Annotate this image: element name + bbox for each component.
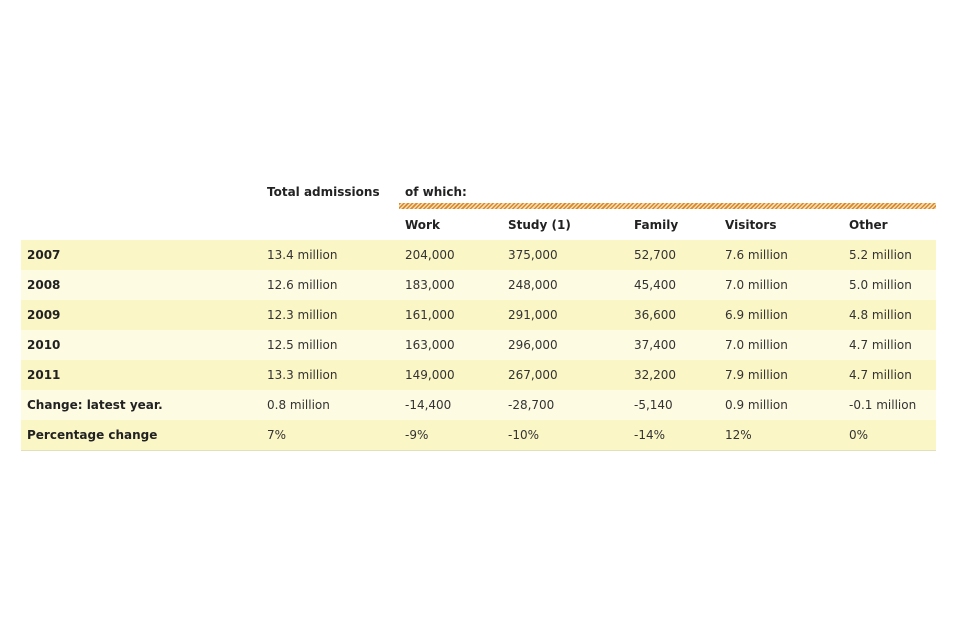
cell-study: 291,000 xyxy=(502,300,628,330)
cell-study: -28,700 xyxy=(502,390,628,420)
header-row-top xyxy=(21,178,936,208)
row-label: 2009 xyxy=(21,300,261,330)
cell-other: -0.1 million xyxy=(843,390,936,420)
cell-other: 5.0 million xyxy=(843,270,936,300)
cell-visitors: 7.9 million xyxy=(719,360,843,390)
cell-work: -9% xyxy=(399,420,502,451)
cell-other: 5.2 million xyxy=(843,240,936,270)
cell-visitors: 7.0 million xyxy=(719,330,843,360)
column-header-work: Work xyxy=(405,218,440,232)
cell-total: 7% xyxy=(261,420,399,451)
cell-study: 296,000 xyxy=(502,330,628,360)
table-row xyxy=(21,330,936,360)
row-label: 2011 xyxy=(21,360,261,390)
total-admissions-header: Total admissions xyxy=(267,185,380,199)
table-row xyxy=(21,240,936,270)
cell-visitors: 7.0 million xyxy=(719,270,843,300)
cell-work: -14,400 xyxy=(399,390,502,420)
cell-family: 52,700 xyxy=(628,240,719,270)
cell-family: 36,600 xyxy=(628,300,719,330)
table-row xyxy=(21,360,936,390)
cell-visitors: 7.6 million xyxy=(719,240,843,270)
cell-visitors: 12% xyxy=(719,420,843,451)
cell-total: 12.3 million xyxy=(261,300,399,330)
row-label-header xyxy=(21,178,261,240)
row-label: Change: latest year. xyxy=(21,390,261,420)
cell-total: 13.4 million xyxy=(261,240,399,270)
cell-family: 37,400 xyxy=(628,330,719,360)
row-label: Percentage change xyxy=(21,420,261,451)
cell-other: 4.7 million xyxy=(843,360,936,390)
cell-work: 204,000 xyxy=(399,240,502,270)
cell-work: 161,000 xyxy=(399,300,502,330)
table-row xyxy=(21,390,936,420)
hatched-divider xyxy=(399,203,936,209)
cell-family: -5,140 xyxy=(628,390,719,420)
cell-total: 13.3 million xyxy=(261,360,399,390)
column-header-visitors: Visitors xyxy=(725,218,777,232)
cell-other: 4.8 million xyxy=(843,300,936,330)
cell-study: -10% xyxy=(502,420,628,451)
cell-study: 267,000 xyxy=(502,360,628,390)
cell-family: 45,400 xyxy=(628,270,719,300)
cell-study: 248,000 xyxy=(502,270,628,300)
cell-total: 12.6 million xyxy=(261,270,399,300)
cell-family: 32,200 xyxy=(628,360,719,390)
cell-work: 183,000 xyxy=(399,270,502,300)
of-which-label: of which: xyxy=(405,185,467,199)
cell-total: 0.8 million xyxy=(261,390,399,420)
table-body xyxy=(21,240,936,451)
table-row xyxy=(21,270,936,300)
row-label: 2007 xyxy=(21,240,261,270)
cell-other: 0% xyxy=(843,420,936,451)
of-which-header xyxy=(399,178,936,208)
cell-work: 163,000 xyxy=(399,330,502,360)
cell-other: 4.7 million xyxy=(843,330,936,360)
admissions-table-container xyxy=(21,178,936,451)
column-header-family: Family xyxy=(634,218,679,232)
cell-visitors: 6.9 million xyxy=(719,300,843,330)
table-header xyxy=(21,178,936,240)
table-row xyxy=(21,420,936,451)
row-label: 2010 xyxy=(21,330,261,360)
cell-work: 149,000 xyxy=(399,360,502,390)
column-header-study: Study (1) xyxy=(508,218,571,232)
column-header-other: Other xyxy=(849,218,888,232)
cell-total: 12.5 million xyxy=(261,330,399,360)
row-label: 2008 xyxy=(21,270,261,300)
table-row xyxy=(21,300,936,330)
cell-visitors: 0.9 million xyxy=(719,390,843,420)
cell-study: 375,000 xyxy=(502,240,628,270)
cell-family: -14% xyxy=(628,420,719,451)
admissions-table xyxy=(21,178,936,451)
